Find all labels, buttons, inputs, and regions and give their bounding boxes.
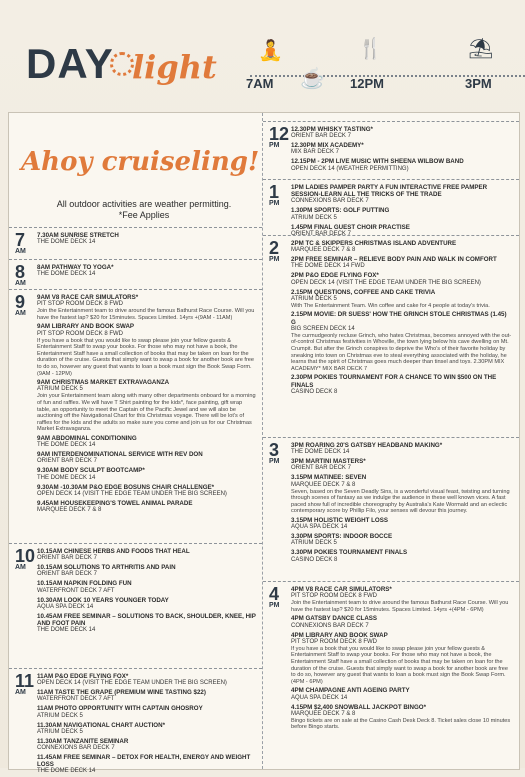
hour-label — [15, 264, 26, 287]
event-location: PIT STOP ROOM DECK 8 FWD — [291, 638, 378, 645]
hour-number: 1 — [269, 182, 280, 202]
event-item — [291, 207, 513, 221]
ampm-label: PM — [269, 256, 280, 263]
event-title: 8AM PATHWAY TO YOGA* — [37, 264, 114, 271]
event-item — [291, 533, 513, 547]
event-location: THE DOME DECK 14 — [37, 768, 96, 775]
event-item — [37, 738, 256, 752]
event-location: ATRIUM DECK 5 — [37, 728, 83, 735]
hour-number: 3 — [269, 440, 280, 460]
event-title: 4PM GATSBY DANCE CLASS — [291, 615, 378, 623]
event-location: MARQUEE DECK 7 & 8 — [291, 710, 356, 717]
event-location: WATERFRONT DECK 7 AFT — [37, 696, 115, 703]
event-item — [291, 615, 513, 629]
event-location: MARQUEE DECK 7 & 8 — [37, 506, 102, 513]
event-item — [37, 689, 256, 703]
event-location: ORIENT BAR DECK 7 — [291, 230, 351, 237]
ampm-label: PM — [269, 200, 280, 207]
event-item — [37, 564, 256, 578]
title-day: DAY — [26, 40, 114, 87]
event-title: 7.30AM SUNRISE STRETCH — [37, 232, 119, 239]
schedule-card — [8, 112, 520, 775]
left-column — [9, 113, 263, 775]
event-title: 2PM P&O EDGE FLYING FOX* — [291, 272, 379, 280]
event-location: ATRIUM DECK 5 — [291, 295, 337, 302]
hour-number: 12 — [269, 124, 290, 144]
event-title: 11AM PHOTO OPPORTUNITY WITH CAPTAIN GHOSROY — [37, 705, 203, 713]
hour-label — [269, 586, 280, 609]
event-item — [37, 435, 256, 449]
event-item — [291, 311, 513, 372]
event-item — [37, 294, 256, 321]
event-description: With The Entertainment Team. Win coffee and cake for 4 people at today's trivia. — [291, 302, 490, 309]
event-title: 9AM LIBRARY AND BOOK SWAP — [37, 323, 135, 331]
event-title: 4PM CHAMPAGNE ANTI AGEING PARTY — [291, 687, 410, 695]
event-location: CASINO DECK 8 — [291, 388, 338, 395]
title-light: light — [132, 48, 217, 86]
event-item — [291, 632, 513, 686]
event-list — [37, 673, 256, 777]
event-title: 4.15PM $2,400 SNOWBALL JACKPOT BINGO* — [291, 703, 427, 711]
event-item — [37, 548, 256, 562]
event-location: OPEN DECK 14 (WEATHER PERMITTING) — [291, 165, 409, 172]
event-list — [291, 240, 513, 398]
event-item — [291, 256, 513, 270]
event-item — [291, 687, 513, 701]
event-title: 9AM CHRISTMAS MARKET EXTRAVAGANZA — [37, 379, 170, 387]
time-block — [263, 581, 519, 731]
event-list — [37, 232, 256, 248]
hour-number: 9 — [15, 292, 26, 312]
event-location: PIT STOP ROOM DECK 8 FWD — [37, 301, 124, 308]
event-item — [37, 754, 256, 775]
event-title: 9AM INTERDENOMINATIONAL SERVICE WITH REV DON — [37, 451, 203, 459]
time-block — [263, 121, 519, 172]
event-title: 4PM V8 RACE CAR SIMULATORS* — [291, 586, 392, 593]
event-title: 12.30PM WHISKY TASTING* — [291, 126, 373, 133]
event-list — [291, 126, 513, 175]
event-title: 3.15PM HOLISTIC WEIGHT LOSS — [291, 516, 388, 524]
event-description: If you have a book that you would like to swap please join your fellow guests & Entertainment Staff to swap your books. For those who may not have a book, the Entertainment Staff have a small collection of books that may be taken on loan for the duration of the cruise. Guests that simply want to swap a book for another book are free to do so, however any guest that wants to loan a book must sign the Book Swap Form. (9AM - 12PM) — [37, 337, 255, 377]
ampm-label: PM — [269, 602, 280, 609]
weather-note: All outdoor activities are weather permitting. — [56, 199, 232, 209]
event-title: 3.15PM MATINEE: SEVEN — [291, 474, 367, 482]
greeting-heading: Ahoy cruiseling! — [21, 147, 260, 177]
hour-number: 10 — [15, 546, 36, 566]
right-column — [263, 113, 519, 769]
event-title: 12.30PM MIX ACADEMY* — [291, 142, 364, 150]
event-title: 10.15AM SOLUTIONS TO ARTHRITIS AND PAIN — [37, 564, 176, 572]
event-title: 10.30AM LOOK 10 YEARS YOUNGER TODAY — [37, 596, 169, 604]
hour-label — [15, 232, 26, 255]
event-location: AQUA SPA DECK 14 — [291, 524, 348, 531]
event-title: 3.30PM POKIES TOURNAMENT FINALS — [291, 549, 408, 557]
event-location: MARQUEE DECK 7 & 8 — [291, 481, 356, 488]
event-item — [37, 613, 256, 634]
event-title: 2.15PM MOVIE: DR SUESS' HOW THE GRINCH STOLE CHRISTMAS (1.45) G — [291, 311, 507, 326]
event-description: Seven, based on the Seven Deadly Sins, is a wonderful visual feast, twisting and turning through scenes of fantasy as we indulge the audience in these well known vices. A fast paced show full of incredible choreography by Australia's Kate Wormald and an eclectic contemporary score by Phillip Filo, your senses will devour this journey. — [291, 488, 510, 515]
event-title: 2.15PM QUESTIONS, COFFEE AND CAKE TRIVIA — [291, 288, 436, 296]
coffee-cup-icon: ☕ — [300, 68, 325, 90]
time-block — [263, 437, 519, 563]
event-location: ORIENT BAR DECK 7 — [291, 465, 351, 472]
event-description: Bingo tickets are on sale at the Casino Cash Desk Deck 8. Ticket sales close 10 minutes before Bingo starts. — [291, 717, 511, 731]
time-block — [263, 235, 519, 395]
event-item — [37, 484, 256, 498]
hour-number: 7 — [15, 230, 26, 250]
ampm-label: AM — [15, 280, 26, 287]
event-title: 9.45AM HOUSEKEEPING'S TOWEL ANIMAL PARADE — [37, 499, 193, 507]
hour-label — [269, 184, 280, 207]
event-location: PIT STOP ROOM DECK 8 FWD — [37, 330, 124, 337]
event-title: 9.30AM BODY SCULPT BOOTCAMP* — [37, 467, 145, 475]
event-location: CONNEXIONS BAR DECK 7 — [291, 198, 369, 205]
ampm-label: AM — [15, 689, 26, 696]
beach-umbrella-icon: ⛱ — [468, 38, 494, 60]
event-item — [291, 126, 513, 140]
event-location: CASINO DECK 8 — [291, 556, 338, 563]
event-item — [291, 549, 513, 563]
event-location: THE DOME DECK 14 — [37, 627, 96, 634]
event-item — [291, 272, 513, 286]
event-title: 10.45AM FREE SEMINAR – SOLUTIONS TO BACK, SHOULDER, KNEE, HIP AND FOOT PAIN — [37, 612, 256, 628]
event-location: CONNEXIONS BAR DECK 7 — [291, 622, 369, 629]
event-location: THE DOME DECK 14 — [37, 271, 96, 278]
hour-label — [15, 294, 26, 317]
event-list — [37, 264, 256, 280]
event-item — [37, 705, 256, 719]
yoga-icon: 🧘 — [258, 40, 283, 62]
event-title: 10.15AM CHINESE HERBS AND FOODS THAT HEAL — [37, 548, 190, 555]
event-title: 4PM LIBRARY AND BOOK SWAP — [291, 631, 388, 639]
sun-icon — [110, 52, 134, 76]
time-marker: 12PM — [350, 76, 384, 91]
event-item — [291, 586, 513, 613]
ampm-label: AM — [15, 564, 26, 571]
event-location: THE DOME DECK 14 — [37, 474, 96, 481]
hour-label — [15, 548, 35, 571]
time-block — [9, 543, 262, 634]
ampm-label: PM — [269, 458, 280, 465]
event-title: 3PM ROARING 20'S GATSBY HEADBAND MAKING* — [291, 442, 443, 449]
event-location: THE DOME DECK 14 — [37, 239, 96, 246]
hour-label — [15, 673, 34, 696]
ampm-label: AM — [15, 310, 26, 317]
event-item — [37, 451, 256, 465]
time-marker: 7AM — [246, 76, 274, 91]
event-item — [37, 500, 256, 514]
event-location: OPEN DECK 14 (VISIT THE EDGE TEAM UNDER THE BIG SCREEN) — [291, 279, 481, 286]
event-title: 12.15PM - 2PM LIVE MUSIC WITH SHEENA WILBOW BAND — [291, 158, 464, 166]
event-location: THE DOME DECK 14 FWD — [291, 263, 365, 270]
event-item — [37, 722, 256, 736]
event-location: BIG SCREEN DECK 14 — [291, 325, 355, 332]
event-item — [37, 232, 256, 246]
event-title: 11AM TASTE THE GRAPE (PREMIUM WINE TASTING $22) — [37, 689, 206, 697]
event-description: Join the Entertainment team to drive around the famous Bathurst Race Course. Will you have the fastest lap? $20 for 15minutes. Spaces Limited. 14yrs +(4PM - 6PM) — [291, 600, 509, 613]
hour-number: 8 — [15, 262, 26, 282]
event-item — [37, 580, 256, 594]
event-location: THE DOME DECK 14 — [37, 442, 96, 449]
event-title: 2PM FREE SEMINAR – RELIEVE BODY PAIN AND WALK IN COMFORT — [291, 256, 497, 264]
event-item — [291, 374, 513, 395]
event-item — [291, 158, 513, 172]
event-list — [37, 294, 256, 516]
event-item — [291, 142, 513, 156]
event-location: PIT STOP ROOM DECK 8 FWD — [291, 593, 378, 600]
event-description: If you have a book that you would like to swap please join your fellow guests & Entertainment Staff to swap your books. For those who may not have a book, the Entertainment Staff have a small collection of books that may be taken on loan for the duration of the cruise. Guests that simply want to swap a book for another book are free to do so, however any guest that wants to loan a book must sign the Book Swap Form. (4PM - 6PM) — [291, 645, 509, 685]
event-item — [37, 597, 256, 611]
time-marker: 3PM — [465, 76, 492, 91]
hour-number: 2 — [269, 238, 280, 258]
page-header — [0, 0, 525, 108]
event-title: 10.15AM NAPKIN FOLDING FUN — [37, 580, 132, 588]
event-title: 3PM MARTINI MASTERS* — [291, 458, 366, 466]
event-item — [291, 240, 513, 254]
event-location: AQUA SPA DECK 14 — [37, 603, 94, 610]
event-location: ATRIUM DECK 5 — [291, 540, 337, 547]
event-location: ORIENT BAR DECK 7 — [291, 133, 351, 140]
event-location: WATERFRONT DECK 7 AFT — [37, 587, 115, 594]
event-title: 9AM ABDOMINAL CONDITIONING — [37, 434, 137, 442]
event-title: 11.45AM FREE SEMINAR – DETOX FOR HEALTH, ENERGY AND WEIGHT LOSS — [37, 754, 251, 769]
event-title: 1PM LADIES PAMPER PARTY A FUN INTERACTIVE FREE PAMPER SESSION-LEARN ALL THE TRICKS OF THE TRADE — [291, 184, 488, 199]
event-list — [291, 442, 513, 566]
event-location: OPEN DECK 14 (VISIT THE EDGE TEAM UNDER THE BIG SCREEN) — [37, 680, 227, 687]
event-item — [291, 474, 513, 515]
event-location: CONNEXIONS BAR DECK 7 — [37, 745, 115, 752]
event-location: ATRIUM DECK 5 — [37, 712, 83, 719]
event-title: 11AM P&O EDGE FLYING FOX* — [37, 673, 129, 680]
event-location: ORIENT BAR DECK 7 — [37, 458, 97, 465]
event-description: The curmudgeonly recluse Grinch, who hates Christmas, becomes annoyed with the out-of-control Christmas festivities in Whoville, the town lying below his cave dwelling on Mt. Crumpit. But after the Grinch conspires to deprive the Who's of their favorite holiday by sneaking into town on Christmas eve to steal everything associated with the holiday, he learns that the spirit of Christmas goes much deeper than tinsel and toys. 2.30PM MIX ACADEMY* MIX BAR DECK 7 — [291, 332, 512, 372]
event-item — [37, 379, 256, 433]
event-list — [291, 586, 513, 733]
event-location: ATRIUM DECK 5 — [37, 386, 83, 393]
time-block — [9, 259, 262, 287]
event-item — [37, 673, 256, 687]
event-location: OPEN DECK 14 (VISIT THE EDGE TEAM UNDER THE BIG SCREEN) — [37, 490, 227, 497]
event-list — [291, 184, 513, 240]
event-description: Join the Entertainment team to drive around the famous Bathurst Race Course. Will you have the fastest lap? $20 for 15minutes. Spaces Limited. 14yrs +(9AM - 11AM) — [37, 308, 255, 321]
event-location: MIX BAR DECK 7 — [291, 149, 340, 156]
event-title: 11.30AM NAVIGATIONAL CHART AUCTION* — [37, 721, 165, 729]
event-list — [37, 548, 256, 636]
ampm-label: PM — [269, 142, 280, 149]
event-title: 1.45PM FINAL GUEST CHOIR PRACTISE — [291, 223, 410, 231]
event-title: 9AM V8 RACE CAR SIMULATORS* — [37, 294, 139, 301]
time-block — [9, 668, 262, 775]
event-location: THE DOME DECK 14 — [291, 449, 350, 456]
time-block — [9, 227, 262, 255]
ampm-label: AM — [15, 248, 26, 255]
event-item — [291, 517, 513, 531]
event-item — [37, 323, 256, 377]
event-title: 11.30AM TANZANITE SEMINAR — [37, 737, 129, 745]
event-item — [37, 264, 256, 278]
event-title: 1.30PM SPORTS: GOLF PUTTING — [291, 207, 390, 215]
event-item — [291, 289, 513, 310]
event-title: 2.30PM POKIES TOURNAMENT FOR A CHANCE TO WIN $500 ON THE FINALS — [291, 374, 497, 389]
hour-number: 4 — [269, 584, 280, 604]
hour-label — [269, 126, 289, 149]
fee-note: *Fee Applies — [118, 210, 170, 220]
event-location: ORIENT BAR DECK 7 — [37, 555, 97, 562]
hour-label — [269, 240, 280, 263]
hour-number: 11 — [15, 671, 35, 691]
time-block — [263, 179, 519, 237]
event-item — [291, 442, 513, 456]
event-title: 2PM TC & SKIPPERS CHRISTMAS ISLAND ADVENTURE — [291, 240, 457, 247]
hour-label — [269, 442, 280, 465]
event-item — [291, 184, 513, 205]
event-location: ORIENT BAR DECK 7 — [37, 571, 97, 578]
event-location: ATRIUM DECK 5 — [291, 214, 337, 221]
event-title: 9.30AM -10.30AM P&O EDGE BOSUNS CHAIR CHALLENGE* — [37, 483, 215, 491]
event-location: MARQUEE DECK 7 & 8 — [291, 247, 356, 254]
time-block — [9, 289, 262, 513]
event-location: AQUA SPA DECK 14 — [291, 694, 348, 701]
fork-knife-icon: 🍴 — [358, 38, 383, 60]
event-item — [291, 458, 513, 472]
event-description: Join your Entertainment team along with many other departments onboard for a morning of fun and raffles. We will have T Shirt painting for the kids*, face painting, gift wrap table, an opportunity to meet the Captain of the Pacific Jewel and we will also be auctioning off the Navigational Chart for this Christmas voyage. There will be lot's of raffles for the kids and the adults so make sure you come and join us for our Christmas Market Extravaganza. — [37, 393, 256, 433]
event-item — [291, 704, 513, 731]
event-title: 3.30PM SPORTS: INDOOR BOCCE — [291, 533, 393, 541]
event-item — [37, 467, 256, 481]
